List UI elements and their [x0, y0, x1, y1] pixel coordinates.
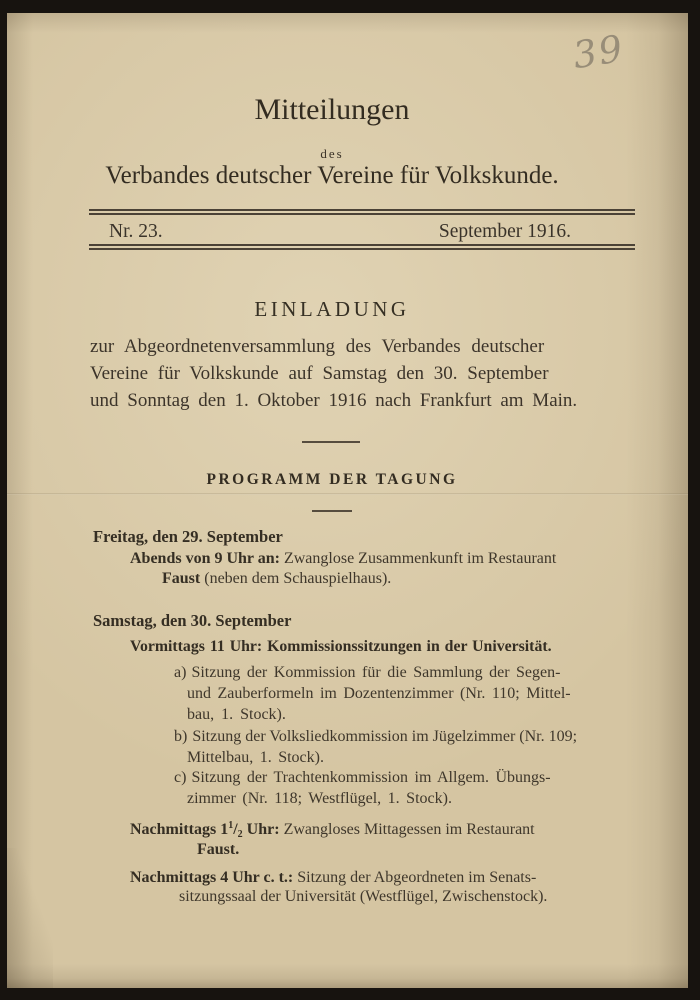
invitation-heading: EINLADUNG [254, 297, 410, 321]
entry-text: Zwangloses Mittagessen im Restaurant [279, 821, 535, 838]
day-heading-saturday: Samstag, den 30. September [93, 611, 292, 630]
issue-date: September 1916. [438, 221, 571, 242]
subitem-b-line1 [174, 728, 577, 746]
entry-time-label: Nachmittags 4 Uhr c. t.: [130, 869, 294, 886]
masthead-title: Mitteilungen [254, 93, 410, 126]
invitation-line: und Sonntag den 1. Oktober 1916 nach Frankfurt am Main. [90, 390, 578, 411]
subitem-c-line1 [174, 769, 551, 787]
entry-bold-text: Faust [162, 570, 201, 587]
entry-time-label: Abends von 9 Uhr an: [130, 550, 280, 567]
subitem-marker: b) [174, 728, 188, 745]
morning-session-heading: Vormittags 11 Uhr: Kommissionssitzungen in der Universität. [130, 638, 552, 655]
subitem-line: Sitzung der Kommission für die Sammlung der Segen- [191, 664, 561, 681]
subitem-a-line1 [174, 664, 560, 682]
entry-time-label [130, 821, 280, 838]
lunch-entry-line2: Faust. [197, 841, 240, 858]
subitem-marker: a) [174, 664, 187, 681]
subitem-c-line2: zimmer (Nr. 118; Westflügel, 1. Stock). [187, 790, 452, 807]
subitem-line: Sitzung der Volksliedkommission im Jügelzimmer (Nr. 109; [192, 728, 578, 745]
invitation-line: Vereine für Volkskunde auf Samstag den 30. September [90, 363, 549, 384]
subitem-marker: c) [174, 769, 187, 786]
double-rule-top-line2 [89, 213, 635, 215]
invitation-line: zur Abgeordnetenversammlung des Verbandes deutscher [90, 336, 545, 357]
masthead-organization: Verbandes deutscher Vereine für Volkskunde. [105, 162, 559, 189]
entry-text: (neben dem Schauspielhaus). [200, 570, 392, 587]
afternoon-entry-line2: sitzungssaal der Universität (Westflügel, Zwischenstock). [179, 888, 548, 905]
friday-entry-line2 [162, 570, 391, 588]
handwritten-archive-number: 39 [570, 26, 628, 78]
issue-row [89, 219, 635, 245]
fraction-slash: / [233, 821, 238, 838]
subitem-a-line2: und Zauberformeln im Dozentenzimmer (Nr. 110; Mittel- [187, 685, 571, 702]
double-rule-bottom-line2 [89, 248, 635, 250]
time-text: Nachmittags 1 [130, 821, 229, 838]
fraction-numerator: 1 [228, 820, 234, 831]
document-page [7, 13, 688, 988]
subitem-a-line3: bau, 1. Stock). [187, 706, 286, 723]
friday-entry-line1 [130, 550, 556, 568]
separator-rule [302, 441, 360, 443]
entry-text: Sitzung der Abgeordneten im Senats- [293, 869, 537, 886]
subitem-line: Sitzung der Trachtenkommission im Allgem. Übungs- [191, 769, 551, 786]
day-heading-friday: Freitag, den 29. September [93, 527, 283, 546]
fold-crease [7, 493, 688, 495]
fraction-denominator: 2 [237, 829, 243, 840]
time-text: Uhr: [242, 821, 280, 838]
double-rule-bottom-line1 [89, 244, 635, 246]
program-heading: PROGRAMM DER TAGUNG [206, 471, 458, 488]
lunch-entry-line1 [130, 820, 535, 840]
afternoon-entry-line1 [130, 869, 536, 887]
issue-number: Nr. 23. [109, 221, 163, 242]
entry-text: Zwanglose Zusammenkunft im Restaurant [279, 550, 557, 567]
separator-rule [312, 510, 352, 512]
page-edge-shadow [7, 848, 53, 988]
double-rule-top-line1 [89, 209, 635, 211]
masthead-connector: des [320, 146, 344, 161]
subitem-b-line2: Mittelbau, 1. Stock). [187, 749, 324, 766]
